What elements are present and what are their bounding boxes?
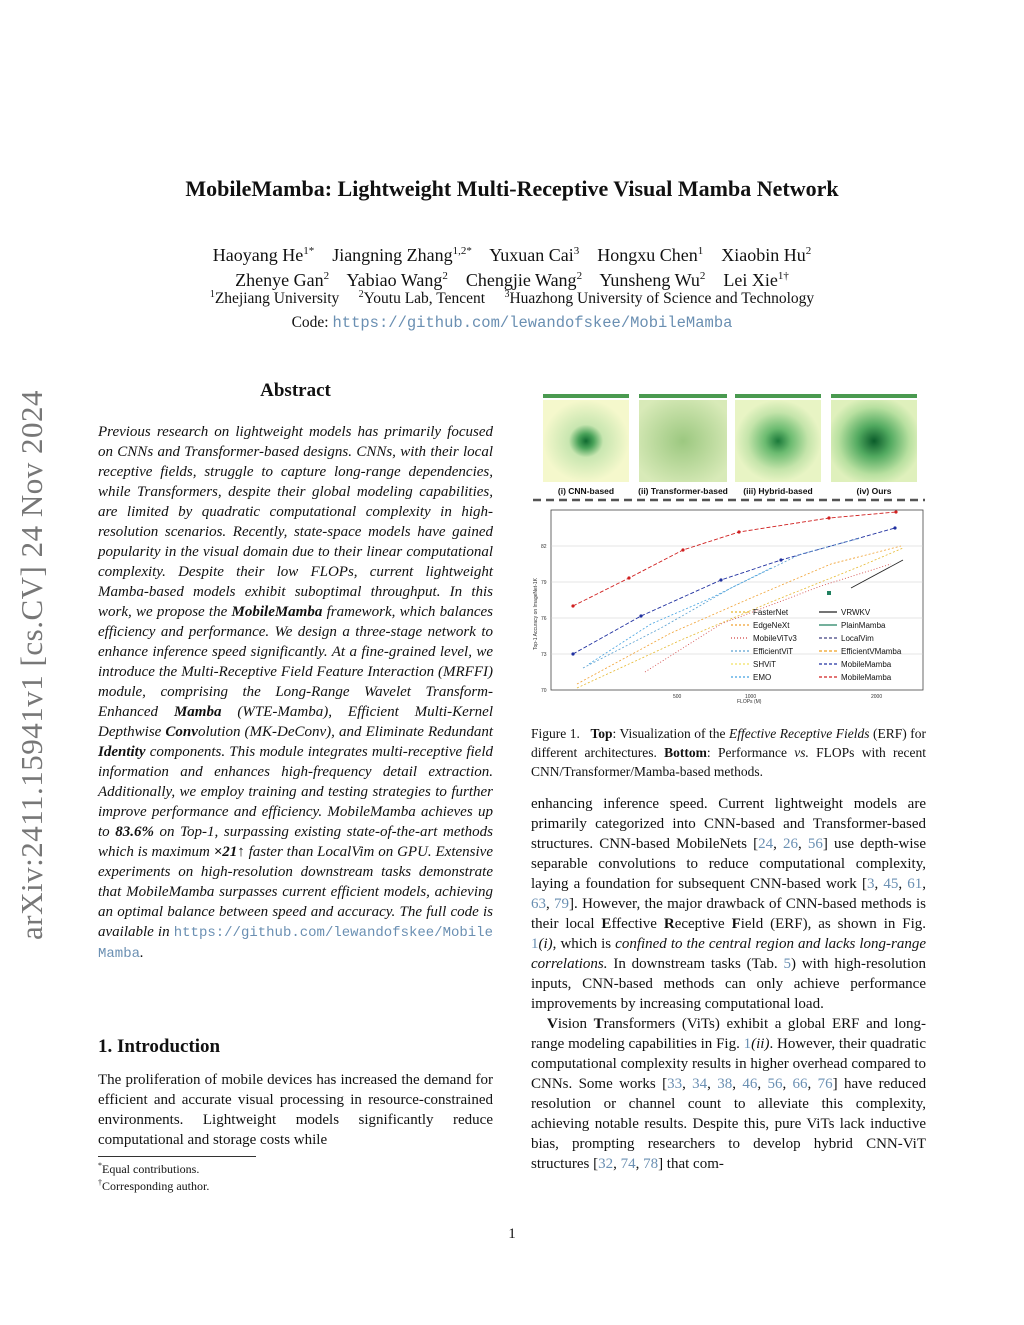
figure-ref[interactable]: 1: [531, 936, 539, 952]
citation[interactable]: 3: [866, 876, 875, 892]
author: Yuxuan Cai$^3$: [489, 245, 580, 265]
footnote-rule: [98, 1156, 256, 1157]
colorbar: [543, 394, 629, 398]
legend-label: LocalVim: [841, 634, 874, 643]
erf-map-hybrid: [735, 400, 821, 482]
paper-title: MobileMamba: Lightweight Multi-Receptive Visual Mamba Network: [185, 176, 839, 201]
legend-label: MobileMamba: [841, 673, 892, 682]
citation[interactable]: 45: [883, 876, 899, 892]
footnote: †Corresponding author.: [98, 1178, 210, 1193]
author: Jiangning Zhang$^{1,2*}$: [332, 245, 472, 265]
plainmamba-point: [827, 591, 831, 595]
legend-label: VRWKV: [841, 608, 871, 617]
y-tick: 70: [541, 688, 547, 694]
abstract-heading: Abstract: [260, 380, 331, 401]
affiliations: $^1$Zhejiang University $^2$Youtu Lab, Tencent $^3$Huazhong University of Science and Technology: [209, 289, 815, 308]
x-tick: 2000: [871, 694, 883, 700]
citation[interactable]: 33: [667, 1076, 683, 1092]
legend-label: EfficientVMamba: [841, 647, 902, 656]
citation[interactable]: 38: [717, 1076, 733, 1092]
author: Yabiao Wang$^2$: [346, 270, 448, 290]
erf-label: (i) CNN-based: [557, 486, 615, 496]
x-tick: 500: [673, 694, 682, 700]
author: Chengjie Wang$^2$: [465, 270, 583, 290]
citation[interactable]: 56: [807, 836, 823, 852]
y-tick: 73: [541, 652, 547, 658]
intro-text: The proliferation of mobile devices has increased the demand for efficient and accurate visual processing in resource-constrained environments. Lightweight models significantly reduce computational and storage costs while: [98, 1072, 493, 1148]
x-tick: 1000: [745, 694, 757, 700]
author: Zhenye Gan$^2$: [235, 270, 330, 290]
paragraph: enhancing inference speed. Current lightweight models are primarily categorized into CNN-based and Transformer-based structures. CNN-based MobileNets [24, 26, 56] use depth-wise separable convolutions to reduce computational complexity, laying a foundation for subsequent CNN-based work [3, 45, 61, 63, 79]. However, the major drawback of CNN-based methods is their local Effective Receptive Field (ERF), as shown in Fig. 1(i), which is confined to the central region and lacks long-range correlations. In downstream tasks (Tab. 5) with high-resolution inputs, CNN-based methods can only achieve performance improvements by increasing computational load.: [531, 796, 927, 1012]
author: Lei Xie$^{1\dagger}$: [723, 270, 789, 290]
citation[interactable]: 78: [643, 1156, 659, 1172]
intro-heading: 1. Introduction: [98, 1036, 221, 1057]
author: Xiaobin Hu$^2$: [721, 245, 812, 265]
author: Yunsheng Wu$^2$: [599, 270, 706, 290]
legend-label: MobileViTv3: [753, 634, 797, 643]
page-number: 1: [508, 1226, 516, 1242]
legend-label: PlainMamba: [841, 621, 886, 630]
citation[interactable]: 74: [620, 1156, 636, 1172]
erf-map-ours: [831, 400, 917, 482]
figure-1: [531, 388, 931, 704]
y-axis-label: Top-1 Accuracy on ImageNet-1K: [533, 578, 539, 650]
citation[interactable]: 56: [767, 1076, 783, 1092]
y-tick: 82: [541, 544, 547, 550]
paragraph: Vision Transformers (ViTs) exhibit a global ERF and long-range modeling capabilities in Fig. 1(ii). However, their quadratic computational complexity results in higher overhead compared to CNNs. Some works [33, 34, 38, 46, 56, 66, 76] have reduced resolution or channel count to alleviate this complexity, achieving notable results. Despite this, pure ViTs lack inductive bias, prompting researchers to develop hybrid CNN-ViT structures [32, 74, 78] that com-: [531, 1016, 927, 1172]
erf-label: (iv) Ours: [856, 486, 892, 496]
erf-map-transformer: [639, 400, 727, 482]
abstract-code-link[interactable]: https://github.com/lewandofskee/MobileMamba: [98, 925, 493, 962]
y-tick: 76: [541, 616, 547, 622]
legend-label: SHViT: [753, 660, 776, 669]
y-tick: 79: [541, 580, 547, 586]
body-right: [531, 794, 926, 1174]
author: Hongxu Chen$^1$: [597, 245, 704, 265]
citation[interactable]: 76: [817, 1076, 833, 1092]
citation[interactable]: 24: [758, 836, 774, 852]
citation[interactable]: 63: [531, 896, 546, 912]
x-axis-label: FLOPs (M): [737, 699, 762, 704]
citation[interactable]: 46: [742, 1076, 758, 1092]
colorbar: [831, 394, 917, 398]
code-line: Code: https://github.com/lewandofskee/MobileMamba: [291, 314, 733, 332]
colorbar: [639, 394, 727, 398]
legend-label: EdgeNeXt: [753, 621, 790, 630]
author-row-1: [0, 239, 1024, 267]
erf-label: (iii) Hybrid-based: [743, 486, 813, 496]
citation[interactable]: 34: [692, 1076, 708, 1092]
table-ref[interactable]: 5: [783, 956, 792, 972]
figure-caption: Figure 1. Top: Visualization of the Effective Receptive Fields (ERF) for different architectures. Bottom: Performance vs. FLOPs with recent CNN/Transformer/Mamba-based methods.: [531, 726, 927, 779]
citation[interactable]: 61: [907, 876, 923, 892]
author-row-2: [0, 264, 1024, 292]
legend-label: EMO: [753, 673, 772, 682]
abstract-text: Previous research on lightweight models has primarily focused on CNNs and Transformer-based designs. CNNs, with their local receptive fields, struggle to capture long-range dependencies, while Transformers, despite their global modeling capabilities, are limited by quadratic computational complexity in high-resolution scenarios. Recently, state-space models have gained popularity in the visual domain due to their linear computational complexity. Despite their low FLOPs, current lightweight Mamba-based models exhibit suboptimal throughput. In this work, we propose the MobileMamba framework, which balances efficiency and performance. We design a three-stage network to enhance inference speed significantly. At a fine-grained level, we introduce the Multi-Receptive Field Feature Interaction (MRFFI) module, comprising the Long-Range Wavelet Transform-Enhanced Mamba (WTE-Mamba), Efficient Multi-Kernel Depthwise Convolution (MK-DeConv), and Eliminate Redundant Identity components. This module integrates multi-receptive field information and enhances high-frequency detail extraction. Additionally, we employ training and testing strategies to further improve performance and efficiency. MobileMamba achieves up to 83.6% on Top-1, surpassing existing state-of-the-art methods which is maximum ×21↑ faster than LocalVim on GPU. Extensive experiments on high-resolution downstream tasks demonstrate that MobileMamba surpasses current efficient models, achieving an optimal balance between speed and accuracy. The full code is available in https://github.com/lewandofskee/MobileMamba.: [98, 424, 494, 962]
legend-label: EfficientViT: [753, 647, 794, 656]
erf-label: (ii) Transformer-based: [638, 486, 728, 496]
code-link[interactable]: https://github.com/lewandofskee/MobileMamba: [332, 314, 733, 332]
footnote: *Equal contributions.: [98, 1161, 200, 1176]
legend-label: FasterNet: [753, 608, 789, 617]
author: Haoyang $He^{1*}$: [212, 245, 315, 265]
figure-ref[interactable]: 1: [743, 1036, 752, 1052]
erf-map-cnn: [543, 400, 629, 482]
citation[interactable]: 66: [792, 1076, 808, 1092]
citation[interactable]: 26: [783, 836, 799, 852]
citation[interactable]: 79: [554, 896, 570, 912]
colorbar: [735, 394, 821, 398]
arxiv-stamp: arXiv:2411.15941v1 [cs.CV] 24 Nov 2024: [14, 390, 49, 940]
legend-label: MobileMamba: [841, 660, 892, 669]
citation[interactable]: 32: [598, 1156, 614, 1172]
